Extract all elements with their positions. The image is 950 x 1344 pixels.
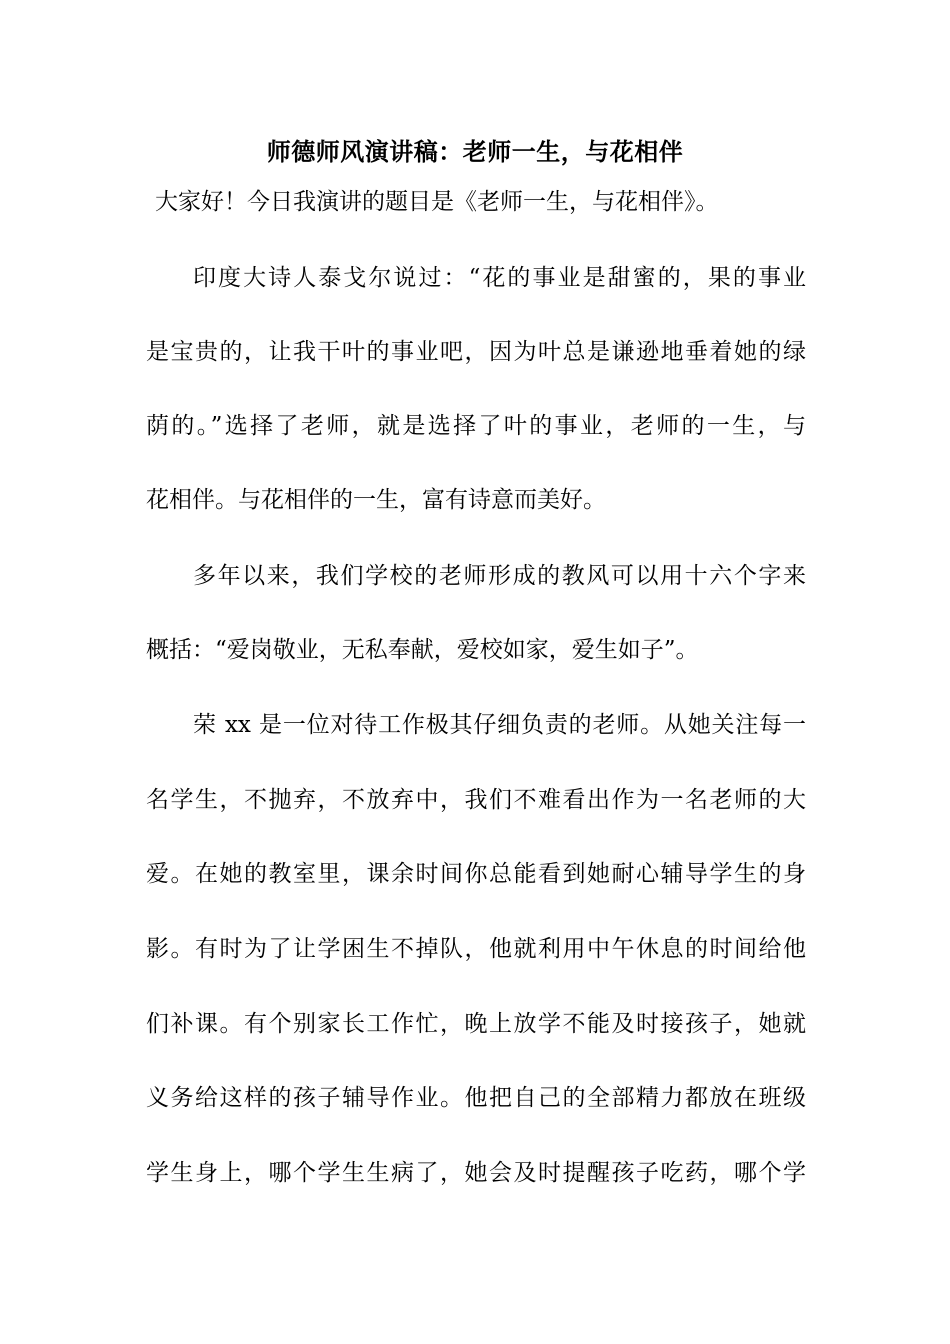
document-title: 师德师风演讲稿：老师一生，与花相伴 (266, 138, 684, 166)
paragraph-1-line-1: 印度大诗人泰戈尔说过：“花的事业是甜蜜的，果的事业 (193, 265, 806, 291)
greeting-line: 大家好！今日我演讲的题目是《老师一生，与花相伴》。 (155, 189, 719, 215)
paragraph-3-line-7: 学生身上，哪个学生生病了，她会及时提醒孩子吃药，哪个学 (146, 1160, 806, 1186)
paragraph-3-line-5: 们补课。有个别家长工作忙，晚上放学不能及时接孩子，她就 (146, 1011, 806, 1037)
paragraph-1-line-3: 荫的。”选择了老师，就是选择了叶的事业，老师的一生，与 (146, 413, 806, 439)
paragraph-3-line-2: 名学生，不抛弃，不放弃中，我们不难看出作为一名老师的大 (146, 787, 806, 813)
paragraph-3-line-6: 义务给这样的孩子辅导作业。他把自己的全部精力都放在班级 (146, 1085, 806, 1111)
paragraph-1-line-2: 是宝贵的，让我干叶的事业吧，因为叶总是谦逊地垂着她的绿 (146, 339, 806, 365)
paragraph-3-line-1: 荣 xx 是一位对待工作极其仔细负责的老师。从她关注每一 (193, 712, 806, 738)
paragraph-3-line-3: 爱。在她的教室里，课余时间你总能看到她耐心辅导学生的身 (146, 861, 806, 887)
paragraph-2-line-2: 概括：“爱岗敬业，无私奉献，爱校如家，爱生如子”。 (146, 637, 699, 663)
paragraph-1-line-4: 花相伴。与花相伴的一生，富有诗意而美好。 (146, 487, 606, 513)
paragraph-2-line-1: 多年以来，我们学校的老师形成的教风可以用十六个字来 (193, 563, 806, 589)
paragraph-3-line-4: 影。有时为了让学困生不掉队，他就利用中午休息的时间给他 (146, 936, 806, 962)
